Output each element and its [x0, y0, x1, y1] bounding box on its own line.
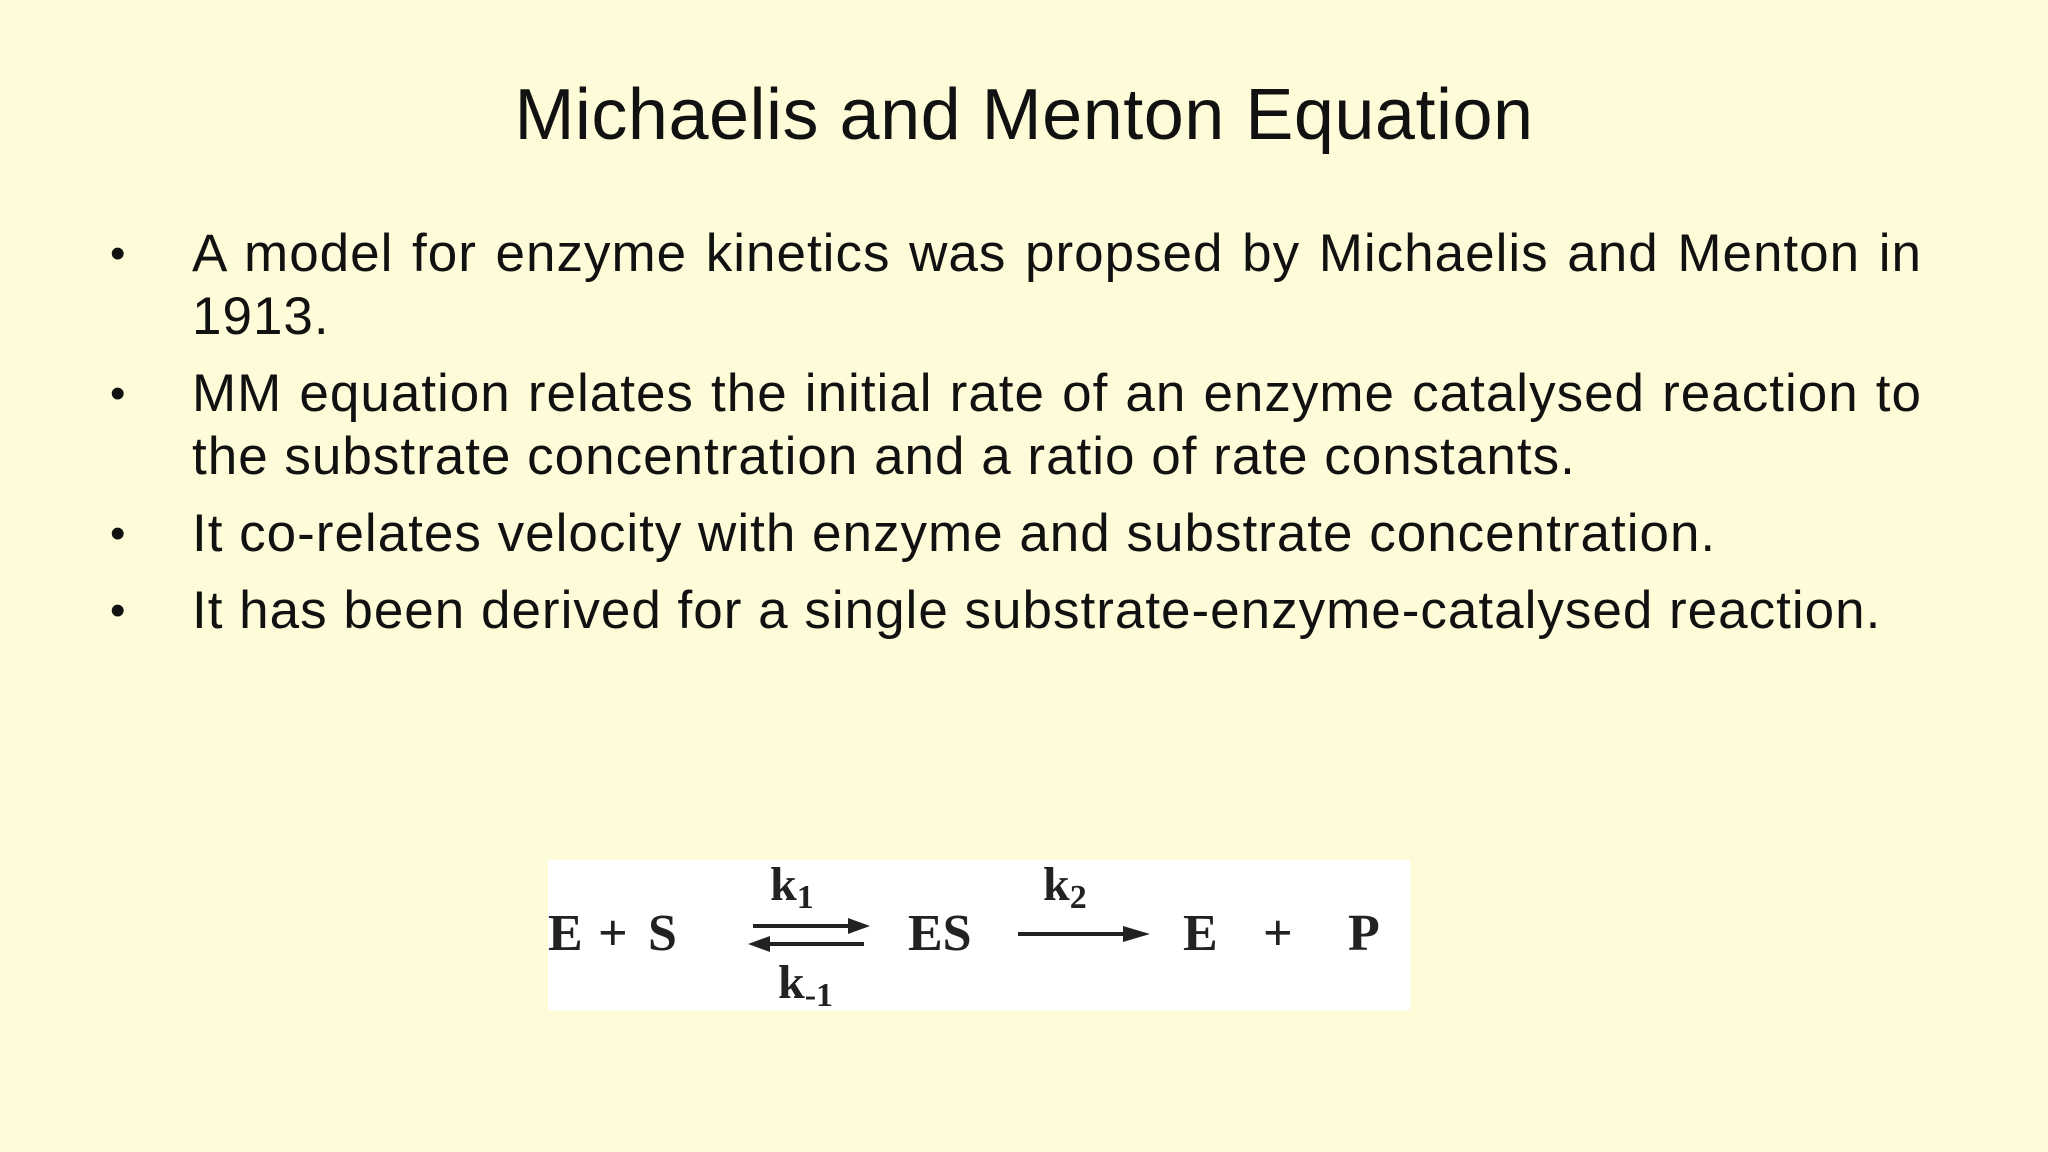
bullet-item [110, 362, 1922, 488]
bullet-item [110, 579, 1922, 642]
bullet-text: A model for enzyme kinetics was propsed by Michaelis and Menton in 1913. [192, 224, 1922, 346]
product-symbol: P [1348, 905, 1380, 962]
enzyme-product-symbol: E [1183, 905, 1218, 962]
enzyme-symbol: E [548, 905, 583, 962]
bullet-text: It has been derived for a single substrate-enzyme-catalysed reaction. [192, 581, 1882, 640]
plus-sign-product: + [1263, 905, 1293, 962]
k-minus-1-subscript: -1 [804, 977, 834, 1010]
bullet-marker: • [110, 586, 127, 635]
substrate-symbol: S [648, 905, 677, 962]
bullet-text: It co-relates velocity with enzyme and substrate concentration. [192, 504, 1717, 563]
k2-symbol: k [1043, 860, 1070, 911]
bullet-marker: • [110, 509, 127, 558]
plus-sign: + [598, 905, 628, 962]
bullet-list [110, 222, 1922, 656]
bullet-text: MM equation relates the initial rate of an enzyme catalysed reaction to the substrate concentration and a ratio of rate constants. [192, 364, 1922, 486]
k1-symbol: k [770, 860, 797, 911]
bullet-marker: • [110, 229, 127, 278]
k2-subscript: 2 [1069, 879, 1087, 916]
rate-constant-k1 [770, 860, 814, 916]
enzyme-substrate-complex: ES [908, 905, 972, 962]
rate-constant-k2 [1043, 860, 1087, 916]
k-minus-1-symbol: k [778, 956, 805, 1009]
k1-subscript: 1 [796, 879, 814, 916]
bullet-item [110, 502, 1922, 565]
bullet-item [110, 222, 1922, 348]
reaction-equation [548, 860, 1410, 1010]
slide-title: Michaelis and Menton Equation [514, 75, 1534, 155]
forward-arrow-icon [1018, 926, 1150, 942]
reversible-arrow-icon [748, 918, 870, 952]
bullet-marker: • [110, 369, 127, 418]
rate-constant-k-minus-1 [778, 956, 833, 1010]
